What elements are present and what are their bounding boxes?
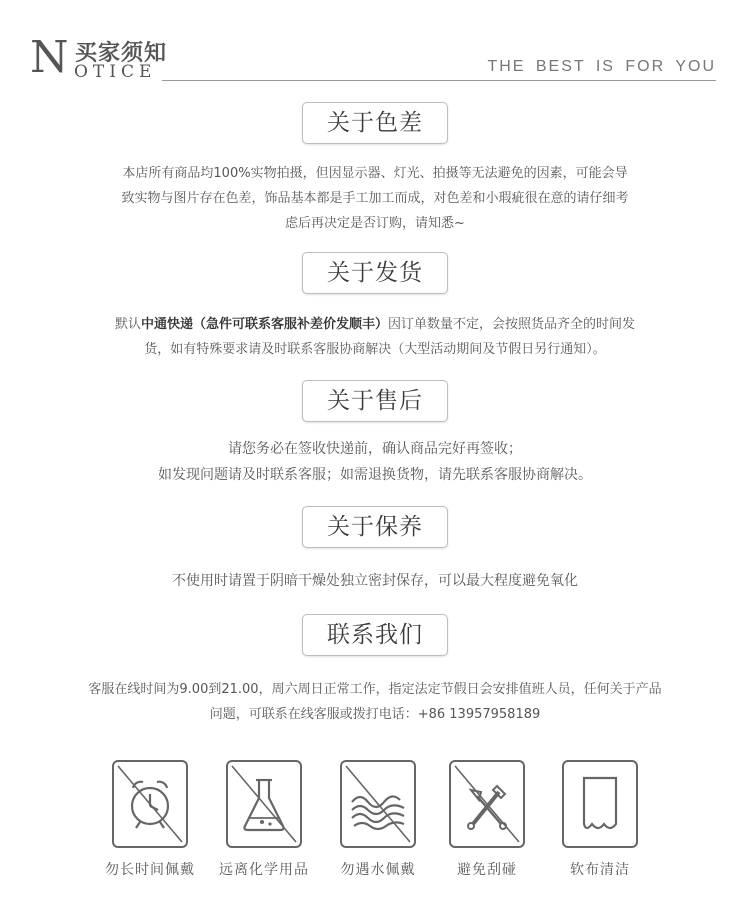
notice-header — [0, 0, 750, 90]
logo-subtitle: OTICE — [74, 62, 157, 82]
section-title-shipping: 关于发货 — [302, 252, 448, 294]
logo-letter: N — [30, 32, 69, 83]
slogan: THE BEST IS FOR YOU — [487, 58, 716, 75]
text-line: 本店所有商品均100%实物拍摄，但因显示器、灯光、拍摄等无法避免的因素，可能会导 — [122, 166, 628, 181]
section-title-contact: 联系我们 — [302, 614, 448, 656]
flask-icon — [226, 760, 302, 848]
text-segment: 因订单数量不定，会按照货品齐全的时间发 — [388, 317, 636, 332]
section-title-color: 关于色差 — [302, 102, 448, 144]
care-item — [323, 760, 433, 879]
header-divider — [162, 80, 716, 81]
care-label: 勿长时间佩戴 — [105, 862, 195, 878]
care-item — [432, 760, 542, 879]
care-item — [209, 760, 319, 879]
logo-title: 买家须知 — [75, 41, 168, 66]
text-bold-segment: 中通快递（急件可联系客服补差价发顺丰） — [140, 317, 388, 332]
text-line: 请您务必在签收快递前，确认商品完好再签收； — [228, 441, 522, 457]
care-icons-row — [0, 760, 750, 890]
alarm-clock-icon — [112, 760, 188, 848]
care-label: 远离化学用品 — [219, 862, 309, 878]
text-line: 虑后再决定是否订购，请知悉~ — [285, 216, 465, 231]
text-line: 货，如有特殊要求请及时联系客服协商解决（大型活动期间及节假日另行通知）。 — [144, 342, 606, 357]
section-text-color — [60, 161, 690, 236]
crossed-tools-icon — [449, 760, 525, 848]
text-line: 问题，可联系在线客服或拨打电话：+86 13957958189 — [209, 707, 541, 722]
text-line: 不使用时请置于阴暗干燥处独立密封保存，可以最大程度避免氧化 — [172, 573, 578, 589]
section-title-aftersales: 关于售后 — [302, 380, 448, 422]
soft-cloth-icon — [562, 760, 638, 848]
text-line — [60, 312, 690, 337]
section-text-aftersales — [60, 436, 690, 488]
section-title-maintenance: 关于保养 — [302, 506, 448, 548]
care-item — [95, 760, 205, 879]
text-line: 如发现问题请及时联系客服；如需退换货物，请先联系客服协商解决。 — [158, 467, 592, 483]
text-segment: 默认 — [114, 317, 141, 332]
section-text-maintenance — [60, 569, 690, 594]
care-label: 避免刮碰 — [457, 862, 517, 878]
text-line: 致实物与图片存在色差，饰品基本都是手工加工而成，对色差和小瑕疵很在意的请仔细考 — [121, 191, 629, 206]
care-label: 软布清洁 — [570, 862, 630, 878]
section-text-shipping — [60, 312, 690, 362]
care-item — [545, 760, 655, 879]
care-label: 勿遇水佩戴 — [340, 862, 416, 878]
section-text-contact — [40, 677, 710, 727]
water-waves-icon — [340, 760, 416, 848]
text-line: 客服在线时间为9.00到21.00，周六周日正常工作，指定法定节假日会安排值班人员，任何关于产品 — [88, 682, 662, 697]
